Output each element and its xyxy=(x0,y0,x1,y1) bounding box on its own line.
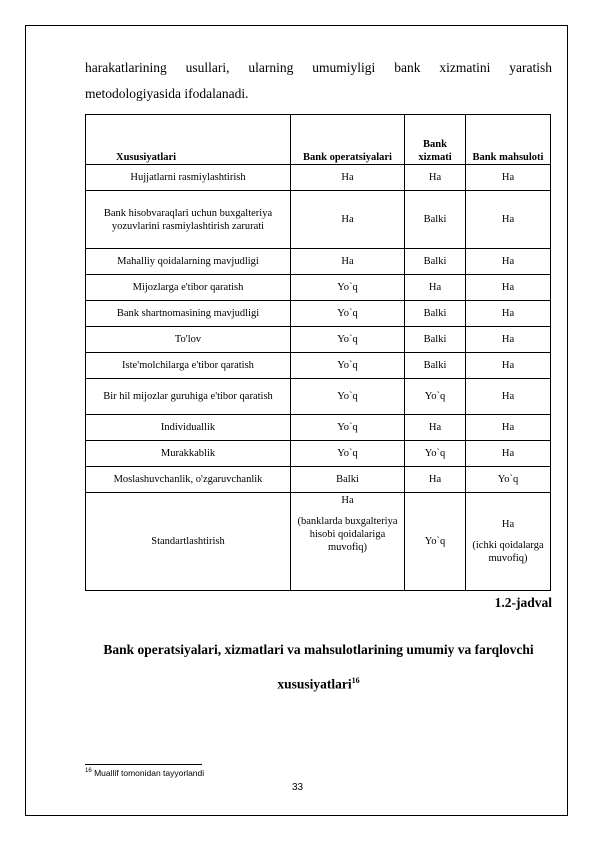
cell-xizmati: Balki xyxy=(405,301,466,327)
cell-value: Ha xyxy=(341,495,354,506)
cell-feature: To'lov xyxy=(86,327,291,353)
table-row xyxy=(86,275,551,301)
table-row xyxy=(86,165,551,191)
cell-xizmati: Balki xyxy=(405,327,466,353)
cell-xizmati: Yo`q xyxy=(405,379,466,415)
table-row xyxy=(86,191,551,249)
cell-operatsiyalari: Ha xyxy=(291,249,405,275)
cell-xizmati: Ha xyxy=(405,415,466,441)
table-header-row xyxy=(86,115,551,165)
cell-operatsiyalari: Yo`q xyxy=(291,301,405,327)
cell-mahsuloti: Ha xyxy=(466,327,551,353)
intro-line-1: harakatlarining usullari, ularning umumiyligi bank xizmatini yaratish xyxy=(85,60,552,75)
caption-line-2 xyxy=(85,665,552,700)
table-row xyxy=(86,415,551,441)
cell-mahsuloti: Ha xyxy=(466,249,551,275)
cell-mahsuloti: Ha xyxy=(466,165,551,191)
caption-footnote-ref: 16 xyxy=(351,676,360,685)
cell-operatsiyalari: Yo`q xyxy=(291,379,405,415)
cell-note: (banklarda buxgalteriya hisobi qoidalariga muvofiq) xyxy=(297,516,398,553)
features-table xyxy=(85,114,551,591)
cell-operatsiyalari xyxy=(291,493,405,591)
header-xususiyatlari: Xususiyatlari xyxy=(86,115,291,165)
cell-feature: Mahalliy qoidalarning mavjudligi xyxy=(86,249,291,275)
table-number: 1.2-jadval xyxy=(494,595,552,610)
footnote-number: 16 xyxy=(85,768,92,775)
cell-operatsiyalari: Yo`q xyxy=(291,327,405,353)
table-row xyxy=(86,353,551,379)
table-row xyxy=(86,467,551,493)
cell-xizmati: Yo`q xyxy=(405,493,466,591)
cell-mahsuloti: Ha xyxy=(466,441,551,467)
cell-operatsiyalari: Yo`q xyxy=(291,415,405,441)
cell-feature: Moslashuvchanlik, o'zgaruvchanlik xyxy=(86,467,291,493)
cell-operatsiyalari: Yo`q xyxy=(291,441,405,467)
page-number: 33 xyxy=(291,782,304,793)
cell-mahsuloti: Ha xyxy=(466,301,551,327)
cell-feature: Bank hisobvaraqlari uchun buxgalteriya yozuvlarini rasmiylashtirish zarurati xyxy=(86,191,291,249)
footnote-separator xyxy=(85,764,202,765)
footnote-text: Muallif tomonidan tayyorlandi xyxy=(94,768,205,778)
cell-mahsuloti xyxy=(466,493,551,591)
cell-operatsiyalari: Ha xyxy=(291,165,405,191)
cell-mahsuloti: Ha xyxy=(466,191,551,249)
cell-feature: Iste'molchilarga e'tibor qaratish xyxy=(86,353,291,379)
cell-feature: Murakkablik xyxy=(86,441,291,467)
intro-paragraph xyxy=(85,55,552,107)
footnote xyxy=(85,768,204,778)
cell-mahsuloti: Ha xyxy=(466,275,551,301)
cell-mahsuloti: Ha xyxy=(466,379,551,415)
table-caption xyxy=(85,634,552,700)
cell-value: Ha xyxy=(501,519,515,530)
cell-xizmati: Ha xyxy=(405,165,466,191)
intro-line-2: metodologiyasida ifodalanadi. xyxy=(85,86,249,101)
table-row xyxy=(86,301,551,327)
cell-xizmati: Ha xyxy=(405,467,466,493)
cell-feature: Mijozlarga e'tibor qaratish xyxy=(86,275,291,301)
cell-note: (ichki qoidalarga muvofiq) xyxy=(472,540,544,564)
cell-mahsuloti: Ha xyxy=(466,415,551,441)
caption-line-2-text: xususiyatlari xyxy=(277,676,352,692)
cell-mahsuloti: Yo`q xyxy=(466,467,551,493)
cell-xizmati: Balki xyxy=(405,191,466,249)
cell-xizmati: Yo`q xyxy=(405,441,466,467)
table-row xyxy=(86,441,551,467)
cell-feature: Standartlashtirish xyxy=(86,493,291,591)
cell-mahsuloti: Ha xyxy=(466,353,551,379)
caption-line-1: Bank operatsiyalari, xizmatlari va mahsulotlarining umumiy va farqlovchi xyxy=(103,642,534,657)
cell-feature: Individuallik xyxy=(86,415,291,441)
table-row xyxy=(86,379,551,415)
cell-xizmati: Ha xyxy=(405,275,466,301)
cell-xizmati: Balki xyxy=(405,353,466,379)
cell-operatsiyalari: Ha xyxy=(291,191,405,249)
cell-feature: Hujjatlarni rasmiylashtirish xyxy=(86,165,291,191)
cell-operatsiyalari: Yo`q xyxy=(291,275,405,301)
cell-feature: Bank shartnomasining mavjudligi xyxy=(86,301,291,327)
table-row xyxy=(86,327,551,353)
table-row xyxy=(86,249,551,275)
cell-xizmati: Balki xyxy=(405,249,466,275)
table-body xyxy=(86,165,551,591)
cell-operatsiyalari: Balki xyxy=(291,467,405,493)
header-bank-mahsuloti: Bank mahsuloti xyxy=(466,115,551,165)
table-row xyxy=(86,493,551,591)
header-bank-operatsiyalari: Bank operatsiyalari xyxy=(291,115,405,165)
cell-operatsiyalari: Yo`q xyxy=(291,353,405,379)
cell-feature: Bir hil mijozlar guruhiga e'tibor qaratish xyxy=(86,379,291,415)
header-bank-xizmati: Bank xizmati xyxy=(405,115,466,165)
